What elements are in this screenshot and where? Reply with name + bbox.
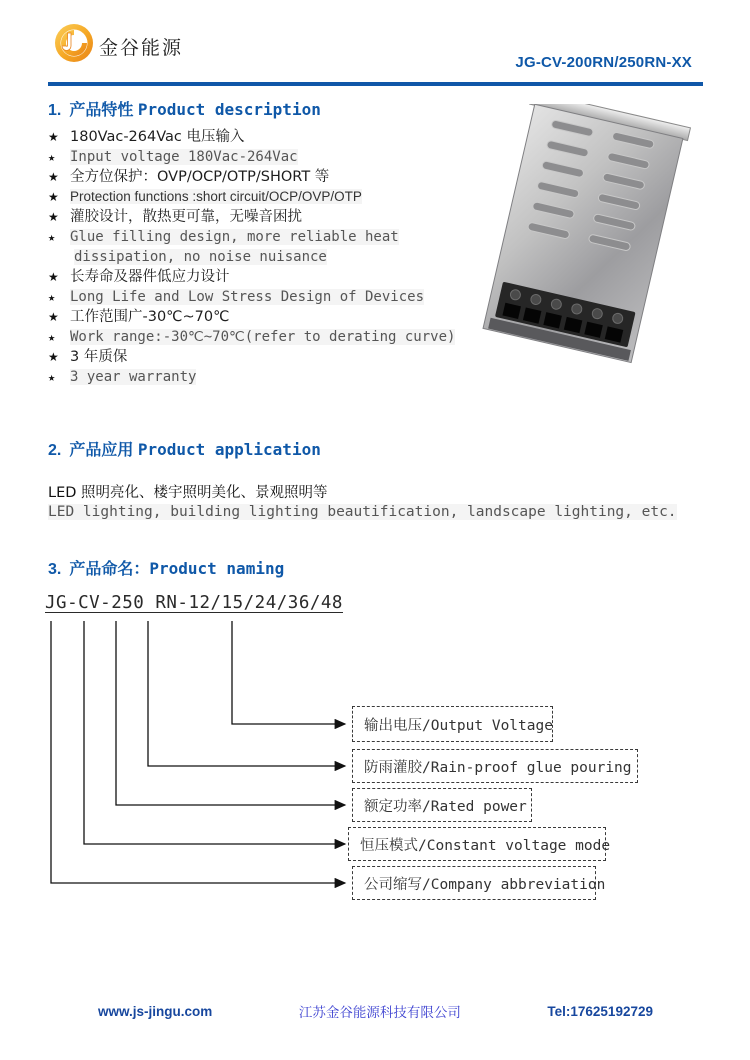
footer-telephone: Tel:17625192729 (547, 1003, 653, 1019)
feature-item: ★ 180Vac-264Vac 电压输入 (48, 129, 245, 145)
feature-item: ★ 全方位保护：OVP/OCP/OTP/SHORT 等 (48, 169, 330, 185)
star-bullet-icon: ★ (48, 370, 56, 384)
naming-box-label: 防雨灌胶/Rain-proof glue pouring (364, 759, 632, 776)
feature-list (48, 127, 488, 387)
star-bullet-icon: ★ (48, 210, 59, 224)
feature-item-continuation: dissipation, no noise nuisance (74, 249, 327, 265)
footer-company-name: 江苏金谷能源科技有限公司 (298, 1005, 461, 1021)
star-bullet-icon: ★ (48, 130, 59, 144)
section2-title (48, 437, 321, 460)
star-bullet-icon: ★ (48, 350, 59, 364)
star-bullet-icon: ★ (48, 290, 56, 304)
section1-title (48, 97, 321, 120)
page-footer (98, 1001, 653, 1021)
naming-box-label: 输出电压/Output Voltage (364, 717, 553, 734)
naming-box-label: 额定功率/Rated power (364, 798, 527, 815)
naming-box-rated-power (352, 788, 532, 822)
company-logo-text: 金谷能源 (99, 37, 184, 59)
section3-title (48, 556, 284, 579)
application-line-cn: LED 照明亮化、楼宇照明美化、景观照明等 (48, 485, 328, 501)
section3-title-cn: 产品命名： (69, 559, 150, 578)
feature-item: ★ Input voltage 180Vac-264Vac (48, 149, 298, 165)
naming-box-company-abbreviation (352, 866, 606, 900)
naming-box-label: 公司缩写/Company abbreviation (364, 876, 606, 893)
section3-title-en: Product naming (149, 559, 285, 578)
section2-title-cn: 产品应用 (69, 440, 134, 459)
section1-number: 1. (48, 102, 62, 119)
section1-title-cn: 产品特性 (69, 100, 134, 119)
naming-box-output-voltage (352, 706, 553, 742)
company-logo-icon (54, 23, 94, 63)
model-naming-string: JG-CV-250 RN-12/15/24/36/48 (45, 593, 343, 613)
feature-item: ★ 3 year warranty (48, 369, 197, 385)
feature-item: ★ Glue filling design, more reliable heat (48, 229, 399, 245)
feature-item: ★ 3 年质保 (48, 349, 128, 365)
naming-box-rainproof-glue (352, 749, 638, 783)
section1-title-en: Product description (137, 100, 321, 119)
naming-box-label: 恒压模式/Constant voltage mode (360, 837, 611, 854)
application-line-en: LED lighting, building lighting beautification, landscape lighting, etc. (48, 504, 677, 520)
feature-item: ★ 长寿命及器件低应力设计 (48, 269, 230, 285)
section3-number: 3. (48, 561, 62, 578)
star-bullet-icon: ★ (48, 190, 59, 204)
header-model-code: JG-CV-200RN/250RN-XX (515, 54, 692, 71)
star-bullet-icon: ★ (48, 170, 59, 184)
feature-item: ★ 工作范围广-30℃~70℃ (48, 309, 230, 325)
section2-number: 2. (48, 442, 62, 459)
star-bullet-icon: ★ (48, 230, 56, 244)
star-bullet-icon: ★ (48, 330, 56, 344)
star-bullet-icon: ★ (48, 310, 59, 324)
feature-item: ★ Protection functions :short circuit/OCP/OVP/OTP (48, 187, 488, 207)
product-photo (476, 104, 704, 366)
header-divider (48, 82, 703, 86)
naming-box-constant-voltage (348, 827, 611, 861)
star-bullet-icon: ★ (48, 270, 59, 284)
section2-title-en: Product application (137, 440, 321, 459)
footer-website: www.js-jingu.com (98, 1003, 213, 1019)
feature-item: ★ Work range:-30℃~70℃(refer to derating curve) (48, 329, 456, 345)
feature-item: ★ Long Life and Low Stress Design of Devices (48, 289, 425, 305)
feature-item: ★ 灌胶设计，散热更可靠，无噪音困扰 (48, 209, 302, 225)
star-bullet-icon: ★ (48, 150, 56, 164)
